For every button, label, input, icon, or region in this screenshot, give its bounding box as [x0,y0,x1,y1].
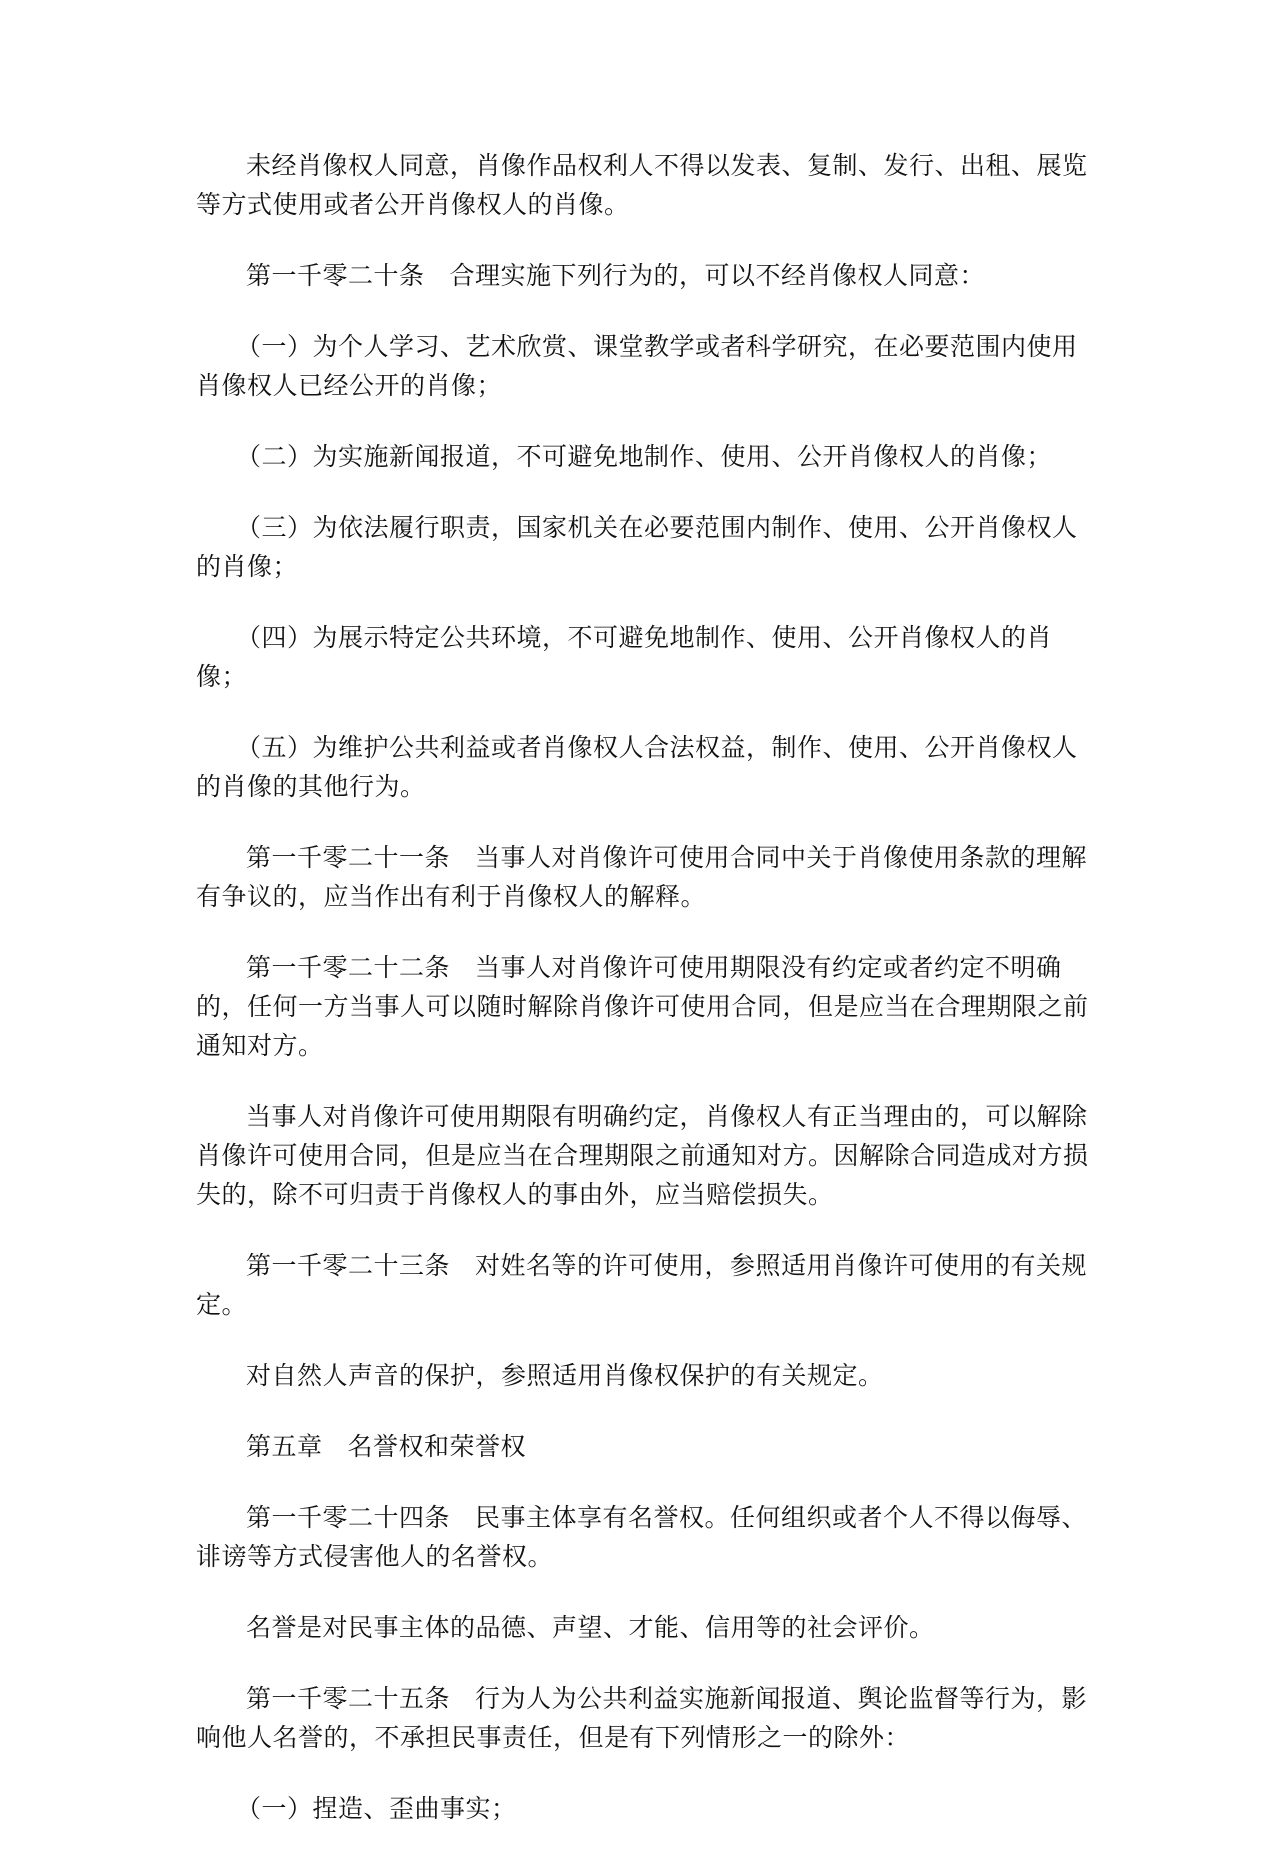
chapter-number: 第五章 [246,1432,323,1461]
article-text: 合理实施下列行为的，可以不经肖像权人同意： [449,261,986,290]
list-item-text: （一）为个人学习、艺术欣赏、课堂教学或者科学研究，在必要范围内使用肖像权人已经公开的肖像； [196,332,1078,400]
paragraph-text: 对自然人声音的保护，参照适用肖像权保护的有关规定。 [246,1361,884,1390]
paragraph-license-termination [196,1097,1096,1214]
article-heading: 第一千零二十五条 [246,1684,451,1713]
list-item [196,618,1096,696]
list-item-text: （一）捏造、歪曲事实； [236,1794,517,1823]
article-1025 [196,1679,1096,1757]
list-item [196,437,1096,476]
paragraph-text: 当事人对肖像许可使用期限有明确约定，肖像权人有正当理由的，可以解除肖像许可使用合同，但是应当在合理期限之前通知对方。因解除合同造成对方损失的，除不可归责于肖像权人的事由外，应当赔偿损失。 [196,1102,1089,1209]
article-1024 [196,1498,1096,1576]
list-item [196,327,1096,405]
article-text: 对姓名等的许可使用，参照适用肖像许可使用的有关规定。 [196,1251,1088,1319]
list-item-text: （五）为维护公共利益或者肖像权人合法权益，制作、使用、公开肖像权人的肖像的其他行为。 [196,733,1078,801]
paragraph-text: 名誉是对民事主体的品德、声望、才能、信用等的社会评价。 [246,1613,935,1642]
paragraph-text: 未经肖像权人同意，肖像作品权利人不得以发表、复制、发行、出租、展览等方式使用或者公开肖像权人的肖像。 [196,151,1088,219]
paragraph-reputation-definition [196,1608,1096,1647]
list-item-text: （二）为实施新闻报道，不可避免地制作、使用、公开肖像权人的肖像； [236,442,1053,471]
list-item [196,728,1096,806]
document-page [196,146,1096,1860]
article-heading: 第一千零二十二条 [246,953,451,982]
article-text: 当事人对肖像许可使用期限没有约定或者约定不明确的，任何一方当事人可以随时解除肖像许可使用合同，但是应当在合理期限之前通知对方。 [196,953,1089,1060]
article-text: 行为人为公共利益实施新闻报道、舆论监督等行为，影响他人名誉的，不承担民事责任，但是有下列情形之一的除外： [196,1684,1088,1752]
article-text: 民事主体享有名誉权。任何组织或者个人不得以侮辱、诽谤等方式侵害他人的名誉权。 [196,1503,1088,1571]
article-heading: 第一千零二十三条 [246,1251,451,1280]
paragraph-portrait-consent [196,146,1096,224]
article-heading: 第一千零二十四条 [246,1503,451,1532]
article-heading: 第一千零二十条 [246,261,425,290]
chapter-heading [196,1427,1096,1466]
article-text: 当事人对肖像许可使用合同中关于肖像使用条款的理解有争议的，应当作出有利于肖像权人的解释。 [196,843,1088,911]
list-item [196,1789,1096,1828]
article-1020 [196,256,1096,295]
article-1023 [196,1246,1096,1324]
article-1021 [196,838,1096,916]
list-item-text: （四）为展示特定公共环境，不可避免地制作、使用、公开肖像权人的肖像； [196,623,1053,691]
list-item [196,508,1096,586]
list-item-text: （三）为依法履行职责，国家机关在必要范围内制作、使用、公开肖像权人的肖像； [196,513,1078,581]
chapter-title: 名誉权和荣誉权 [347,1432,527,1461]
article-heading: 第一千零二十一条 [246,843,451,872]
article-1022 [196,948,1096,1065]
paragraph-voice-protection [196,1356,1096,1395]
